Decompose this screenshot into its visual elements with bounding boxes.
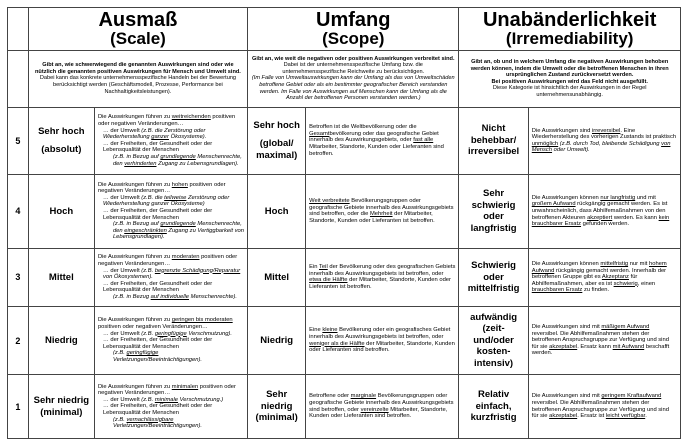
emphasis: verhinderten bbox=[124, 160, 157, 167]
text: (z.B. bbox=[141, 267, 155, 274]
scale-header bbox=[28, 8, 247, 51]
text: Zugang zu Lebensgrundlagen). bbox=[156, 160, 239, 167]
text: Zerstörung oder Wiederherstellung ganzer Ökosysteme) bbox=[102, 194, 230, 208]
scale-description bbox=[28, 50, 247, 107]
text: … der Umwelt bbox=[102, 194, 142, 201]
scope-criteria bbox=[306, 248, 459, 306]
emphasis: grundlegende bbox=[160, 221, 196, 228]
scope-description-note: (Im Falle von Umweltauswirkungen kann der Umfang als das von Umweltschäden betroffene Gebiet oder als ein bestimmter geografischer Bereich verstanden werden. Im Falle von Auswirkungen auf Menschen kann der Umfang als die Anzahl der betroffenen Personen verstanden werden.) bbox=[251, 75, 455, 102]
text: Die Auswirkungen sind mit bbox=[531, 393, 602, 400]
scope-criteria bbox=[306, 306, 459, 374]
irremediability-description-text: Diese Kategorie ist hinsichtlich der Auswirkungen in der Regel unternehmensunabhängig. bbox=[492, 85, 647, 98]
text: reversibel. Die Abhilfemaßnahmen stehen der betroffenen Anspruchsgruppe zur Verfügung und sind für sie bbox=[531, 400, 669, 420]
scale-subtitle: (Scale) bbox=[110, 28, 166, 48]
scope-description-bold: Gibt an, wie weit die negativen oder positiven Auswirkungen verbreitet sind. bbox=[252, 55, 455, 62]
text: Die Auswirkungen sind mit bbox=[531, 324, 602, 331]
text: , einen bbox=[637, 280, 656, 287]
text: Die Auswirkungen können bbox=[531, 260, 601, 267]
scale-level bbox=[28, 107, 94, 174]
rating-number: 3 bbox=[8, 248, 29, 306]
text: (z.B. in Bezug auf bbox=[112, 221, 161, 228]
scale-criteria bbox=[94, 174, 247, 248]
scope-header bbox=[248, 8, 459, 51]
text: . Ersatz kann bbox=[577, 343, 613, 350]
scope-description bbox=[248, 50, 459, 107]
scale-level: Sehr niedrig (minimal) bbox=[28, 375, 94, 439]
text: positiven oder negativen Veränderungen… bbox=[97, 181, 226, 195]
rating-row-4 bbox=[8, 174, 681, 248]
text: Eine bbox=[309, 327, 323, 334]
rating-number: 1 bbox=[8, 375, 29, 439]
text: Verletzungen/Beeinträchtigungen). bbox=[112, 423, 203, 430]
text: Menschenrechte). bbox=[189, 293, 238, 300]
emphasis: minimalen bbox=[171, 383, 199, 390]
scale-level: Niedrig bbox=[28, 306, 94, 374]
emphasis: schwierig bbox=[613, 280, 638, 287]
rating-number: 4 bbox=[8, 174, 29, 248]
irremediability-header bbox=[459, 8, 681, 51]
text: gefunden werden. bbox=[581, 221, 630, 228]
rating-row-2 bbox=[8, 306, 681, 374]
irremediability-title: Unabänderlichkeit bbox=[482, 8, 657, 31]
emphasis: mäßigem Aufwand bbox=[601, 324, 650, 331]
irremediability-description bbox=[459, 50, 681, 107]
emphasis: nur langfristig bbox=[600, 194, 636, 201]
text: Verschmutzung). bbox=[186, 330, 232, 337]
irremediability-subtitle: (Irremediability) bbox=[505, 28, 634, 48]
scope-title: Umfang bbox=[316, 8, 391, 31]
scale-criteria bbox=[94, 248, 247, 306]
irremediability-level: Sehr schwierig oder langfristig bbox=[459, 174, 528, 248]
text: der Mitarbeiter, Standorte, Kunden oder Lieferanten ist betroffen. bbox=[309, 277, 451, 290]
emphasis: hohen bbox=[171, 181, 188, 188]
emphasis: vernachlässigbare bbox=[126, 416, 174, 423]
emphasis: moderaten bbox=[171, 254, 200, 261]
text: der Mitarbeiter, Standorte, Kunden oder Lieferanten ist betroffen. bbox=[309, 211, 435, 224]
text: bevölkerung oder das geografische Gebiet innerhalb des Auswirkungsgebiets, oder bbox=[309, 130, 439, 144]
text: Bevölkerung oder ein geografisches Gebiet innerhalb des Auswirkungsgebiets ist betroffen, oder bbox=[309, 327, 451, 340]
emphasis: Mehrheit bbox=[369, 211, 393, 218]
irremediability-criteria bbox=[528, 174, 680, 248]
emphasis: Weit verbreitete bbox=[309, 198, 350, 205]
scope-description-text: Dabei ist der unternehmensspezifische Umfang bzw. die unternehmensspezifische Reichweite zu berücksichtigen. bbox=[282, 62, 425, 75]
text: (z.B. bbox=[112, 416, 127, 423]
corner-cell bbox=[8, 50, 29, 107]
scope-criteria bbox=[306, 107, 459, 174]
text: … der Freiheiten, der Gesundheit oder der Lebensqualität der Menschen bbox=[102, 337, 213, 350]
scope-level: Mittel bbox=[248, 248, 306, 306]
text: und mit bbox=[635, 194, 656, 201]
emphasis: akzeptiert bbox=[587, 214, 613, 221]
rating-row-1 bbox=[8, 375, 681, 439]
text: Ökosysteme). bbox=[168, 134, 207, 141]
scale-level-label: Sehr hoch bbox=[38, 125, 85, 137]
text: Bevölkerungsgruppen oder geografische Gebiete innerhalb des Auswirkungsgebiets sind betroffen, oder die bbox=[309, 198, 454, 218]
text: Mitarbeiter, Standorte, Kunden oder Lieferanten sind betroffen. bbox=[309, 144, 444, 157]
emphasis: weitreichenden bbox=[171, 114, 211, 121]
emphasis: leicht verfügbar bbox=[605, 413, 646, 420]
text: der Mitarbeiter, Standorte, Kunden oder Lieferanten sind betroffen. bbox=[309, 340, 455, 354]
text: zu finden. bbox=[582, 287, 610, 294]
text: positiven oder negativen Veränderungen… bbox=[97, 114, 236, 127]
text: … der Umwelt bbox=[102, 396, 142, 403]
rating-number: 5 bbox=[8, 107, 29, 174]
header-row bbox=[8, 8, 681, 51]
scope-criteria bbox=[306, 375, 459, 439]
irremediability-level: Nicht behebbar/ irreversibel bbox=[459, 107, 528, 174]
emphasis: vereinzelte bbox=[360, 406, 389, 413]
text: … der Freiheiten, der Gesundheit oder der Lebensqualität der Menschen bbox=[102, 280, 213, 294]
emphasis: Gesamt bbox=[309, 130, 330, 137]
emphasis: von Mensch bbox=[531, 140, 671, 154]
text: der Bevölkerung oder des geografischen Gebiets innerhalb des Auswirkungsgebiets ist betroffen, oder bbox=[309, 264, 456, 277]
text: rückgängig gemacht werden. Es ist unwahrscheinlich, dass Abhilfemaßnahmen von den betroffenen Akteuren bbox=[531, 201, 668, 221]
scale-description-bold: Gibt an, wie schwerwiegend die genannten Auswirkungen sind oder wie nützlich die genannten positiven Auswirkungen für Mensch und Umwelt sind. bbox=[35, 62, 241, 75]
emphasis: begrenzte Schädigung/Reparatur bbox=[154, 267, 241, 274]
scale-title: Ausmaß bbox=[98, 8, 178, 31]
emphasis: akzeptabel bbox=[549, 413, 578, 420]
emphasis: geringen bis moderaten bbox=[171, 317, 233, 324]
scope-level: Niedrig bbox=[248, 306, 306, 374]
emphasis: weniger als die Hälfte bbox=[309, 340, 365, 347]
text: … der Freiheiten, der Gesundheit oder der Lebensqualität der Menschen bbox=[102, 208, 213, 221]
text: . bbox=[645, 413, 647, 420]
corner-cell bbox=[8, 8, 29, 51]
irremediability-criteria bbox=[528, 306, 680, 374]
emphasis: irreversibel bbox=[592, 127, 621, 134]
emphasis: auf individuelle bbox=[150, 293, 190, 300]
text: Die Auswirkungen können bbox=[531, 194, 601, 201]
scope-level-sub: (global/ maximal) bbox=[256, 138, 298, 161]
text: rückgängig gemacht werden. Innerhalb der betroffenen Gruppe gibt es bbox=[531, 267, 667, 281]
text: Die Auswirkungen führen zu bbox=[97, 317, 172, 324]
scope-level-label: Sehr hoch bbox=[253, 119, 300, 131]
text: Betroffene oder bbox=[309, 393, 351, 400]
text: Ein bbox=[309, 264, 320, 271]
irremediability-level: aufwändig (zeit- und/oder kosten- intensiv) bbox=[459, 306, 528, 374]
emphasis: fast alle bbox=[413, 137, 434, 144]
emphasis: grundlegende bbox=[160, 153, 196, 160]
scale-level: Hoch bbox=[28, 174, 94, 248]
emphasis: geringfügige bbox=[154, 330, 187, 337]
text: … der Umwelt bbox=[102, 127, 142, 134]
text: (z.B. bbox=[141, 330, 155, 337]
text: von Ökosystemen). bbox=[102, 274, 153, 281]
text: (z.B. durch Tod, bleibende Schädigung bbox=[558, 140, 662, 147]
text: Die Auswirkungen führen zu bbox=[97, 181, 172, 188]
emphasis: marginale bbox=[350, 393, 377, 400]
text: positiven oder negativen Veränderungen… bbox=[97, 324, 208, 331]
emphasis: großem Aufwand bbox=[531, 201, 576, 208]
scope-level bbox=[248, 107, 306, 174]
text: (z.B. die bbox=[141, 194, 165, 201]
emphasis: geringfügige bbox=[126, 350, 159, 357]
text: (z.B. in Bezug bbox=[112, 293, 151, 300]
irremediability-level: Relativ einfach, kurzfristig bbox=[459, 375, 528, 439]
text: oder Umwelt). bbox=[552, 147, 590, 154]
scale-level-sub: (absolut) bbox=[41, 144, 82, 156]
irremediability-criteria bbox=[528, 107, 680, 174]
text: positiven oder negativen Veränderungen… bbox=[97, 383, 236, 397]
text: Die Auswirkungen führen zu bbox=[97, 254, 172, 261]
emphasis: unmöglich bbox=[531, 140, 559, 147]
text: (z.B. in Bezug auf bbox=[112, 153, 161, 160]
emphasis: geringem Kraftaufwand bbox=[601, 393, 662, 400]
scale-description-text: Dabei kann das konkrete unternehmensspezifische Handeln bei der Bewertung berücksichtigt werden (Geschäftsmodell, Prozesse, Performance bei Nachhaltigkeitsleistungen). bbox=[39, 75, 237, 95]
emphasis: Teil bbox=[319, 264, 328, 271]
rating-row-3 bbox=[8, 248, 681, 306]
emphasis: Akzeptanz bbox=[601, 274, 629, 281]
emphasis: mittelfristig bbox=[600, 260, 629, 267]
text: Mitarbeiter, Standorte, Kunden oder Lieferanten sind betroffen. bbox=[309, 406, 448, 420]
text: Verschmutzung.) bbox=[178, 396, 224, 403]
irremediability-level: Schwierig oder mittelfristig bbox=[459, 248, 528, 306]
emphasis: minimale bbox=[154, 396, 179, 403]
rating-row-5 bbox=[8, 107, 681, 174]
text: Die Auswirkungen sind bbox=[531, 127, 592, 134]
scope-criteria bbox=[306, 174, 459, 248]
text: . Eine Wiederherstellung des vorherigen Zustands ist praktisch bbox=[531, 127, 677, 141]
text: Menschenrechte, den bbox=[112, 221, 242, 234]
text: (z.B. bbox=[141, 396, 155, 403]
emphasis: akzeptabel bbox=[549, 343, 578, 350]
rating-number: 2 bbox=[8, 306, 29, 374]
text: . Ersatz ist bbox=[577, 413, 606, 420]
materiality-rating-table bbox=[7, 7, 681, 439]
scope-level: Sehr niedrig (minimal) bbox=[248, 375, 306, 439]
text: (z.B. bbox=[112, 350, 127, 357]
text: Zugang zu Vertiggbarkeit von Lebensgrundlagen). bbox=[112, 227, 244, 241]
text: Die Auswirkungen führen zu bbox=[97, 383, 172, 390]
text: … der Freiheiten, der Gesundheit oder der Lebensqualität der Menschen bbox=[102, 140, 213, 154]
text: nur mit bbox=[628, 260, 650, 267]
text: Verletzungen/Beeinträchtigungen). bbox=[112, 357, 203, 364]
emphasis: kein brauchbarer Ersatz bbox=[531, 214, 670, 228]
emphasis: teilweise bbox=[164, 194, 187, 201]
scope-subtitle: (Scope) bbox=[322, 28, 385, 48]
scale-level: Mittel bbox=[28, 248, 94, 306]
text: reversibel. Die Abhilfemaßnahmen stehen der betroffenen Anspruchsgruppe zur Verfügung und sind für sie bbox=[531, 330, 669, 350]
emphasis: etwa die Hälfte bbox=[309, 277, 348, 284]
text: positiven oder negativen Veränderungen… bbox=[97, 254, 238, 267]
emphasis: mit Aufwand bbox=[612, 343, 645, 350]
scale-criteria bbox=[94, 375, 247, 439]
emphasis: ganzer bbox=[151, 134, 169, 141]
emphasis: brauchbaren Ersatz bbox=[531, 287, 583, 294]
text: … der Umwelt bbox=[102, 267, 142, 274]
emphasis: hohem Aufwand bbox=[531, 260, 667, 274]
scale-criteria bbox=[94, 107, 247, 174]
text: … der Umwelt bbox=[102, 330, 142, 337]
irremediability-description-bold: Gibt an, ob und in welchem Umfang die negativen Auswirkungen behoben werden können, indem die Umwelt oder die betroffenen Menschen in ihren ursprünglichen Zustand zurückversetzt werden. bbox=[470, 58, 669, 79]
text: für Abhilfemaßnahmen, aber es ist bbox=[531, 274, 638, 287]
text: werden. Es kann bbox=[612, 214, 659, 221]
irremediability-description-bold-note: Bei positiven Auswirkungen wird das Feld nicht ausgefüllt. bbox=[491, 78, 648, 85]
irremediability-criteria bbox=[528, 248, 680, 306]
text: Bevölkerungsgruppen oder geografische Gebiete innerhalb des Auswirkungsgebiets sind betroffen, oder bbox=[309, 393, 454, 413]
irremediability-criteria bbox=[528, 375, 680, 439]
text: (z.B. die Zerstörung oder Wiederherstellung bbox=[102, 127, 206, 141]
scale-criteria bbox=[94, 306, 247, 374]
scope-level: Hoch bbox=[248, 174, 306, 248]
text: Die Auswirkungen führen zu bbox=[97, 114, 172, 121]
text: Menschenrechte, den bbox=[112, 153, 242, 167]
emphasis: eingeschränkten bbox=[124, 227, 167, 234]
text: … der Freiheiten, der Gesundheit oder der Lebensqualität der Menschen bbox=[102, 403, 213, 416]
emphasis: kleine bbox=[322, 327, 338, 334]
description-row bbox=[8, 50, 681, 107]
text: Betroffen ist die Weltbevölkerung oder die bbox=[309, 124, 417, 131]
text: beschafft werden. bbox=[531, 343, 670, 357]
